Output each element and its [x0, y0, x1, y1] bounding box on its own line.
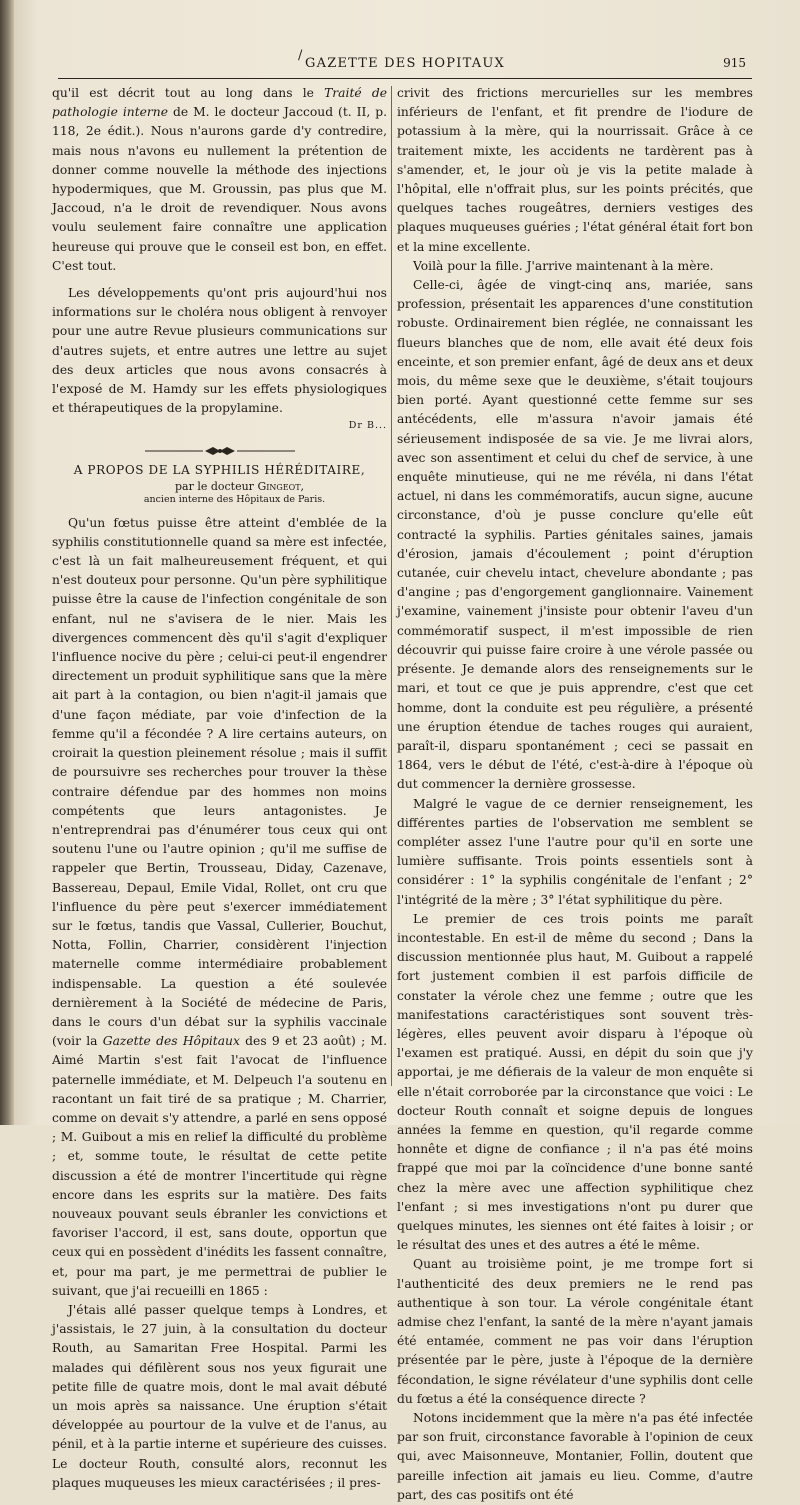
ornament-rule-icon — [145, 445, 295, 457]
page-number: 915 — [723, 56, 746, 70]
author-title: ancien interne des Hôpitaux de Paris. — [143, 493, 326, 505]
right-column — [397, 84, 753, 1502]
paragraph: Notons incidemment que la mère n'a pas été infectée par son fruit, circonstance favorable à l'opinion de ceux qui, avec Maisonneuve, Montanier, Follin, doutent que pareille infection ait jamais eu lieu. Comme, d'autre part, des cas positifs ont été — [397, 1411, 753, 1502]
paragraph: Celle-ci, âgée de vingt-cinq ans, mariée, sans profession, présentait les apparences d'une constitution robuste. Ordinairement bien réglée, ne connaissant les flueurs blanches que de nom, elle avait été deux fois enceinte, et son premier enfant, âgé de deux ans et deux mois, du même sexe que le deuxième, s'était toujours bien porté. Ayant questionné cette femme sur ses antécédents, elle m'assura n'avoir jamais été sérieusement indisposée de sa vie. Je me livrai alors, avec son assentiment et celui du chef de service, à une enquête minutieuse, qui ne me révéla, ni dans l'état actuel, ni dans les commémoratifs, aucun signe, aucune circonstance, d'où je pusse conclure qu'elle eût contracté la syphilis. Parties génitales saines, jamais d'érosion, jamais d'écoulement ; point d'éruption cutanée, cuir chevelu intact, chevelure abondante ; pas d'angine ; pas d'engorgement ganglionnaire. Vainement j'examine, vainement j'insiste pour obtenir l'aveu d'un commémoratif suspect, il m'est impossible de rien découvrir qui puisse faire croire à une vérole passée ou présente. Je demande alors des renseignements sur le mari, et tout ce que je puis apprendre, c'est que cet homme, dont la conduite est peu régulière, a présenté une éruption étendue de taches rouges qui auraient, paraît-il, disparu spontanément ; ceci se passait en 1864, vers le début de l'été, c'est-à-dire à l'époque où dut commencer la dernière grossesse. — [397, 278, 753, 792]
signature: Dr B... — [348, 420, 387, 432]
paragraph: Les développements qu'ont pris aujourd'hui nos informations sur le choléra nous obligent à renvoyer pour une autre Revue plusieurs communications sur d'autres sujets, et entre autres une lettre au sujet des deux articles que nous avons consacrés à l'exposé de M. Hamdy sur les effets physiologiques et thérapeutiques de la propylamine. — [52, 286, 387, 416]
binding-gutter — [0, 0, 14, 1125]
paragraph: crivit des frictions mercurielles sur les membres inférieurs de l'enfant, et fit prendre de l'iodure de potassium à la mère, qui la nourrissait. Grâce à ce traitement mixte, les accidents ne tardèrent pas à s'amender, et, le jour où je vis la petite malade à l'hôpital, elle n'offrait plus, sur les points précités, que quelques taches rougeâtres, derniers vestiges des plaques muqueuses guéries ; l'état général était fort bon et la mine excellente. — [397, 86, 753, 254]
page-header — [58, 48, 752, 79]
column-divider — [391, 86, 392, 1086]
header-mark: / — [298, 48, 303, 63]
byline: par le docteur Gingeot, — [174, 479, 305, 493]
journal-title: Gazette des Hôpitaux — [102, 1034, 240, 1049]
paragraph: J'étais allé passer quelque temps à Londres, et j'assistais, le 27 juin, à la consultation du docteur Routh, au Samaritan Free Hospital. Parmi les malades qui défilèrent sous nos yeux figurait une petite fille de quatre mois, dont le mal avait débuté un mois après sa naissance. Une éruption s'était développée au pourtour de la vulve et de l'anus, au pénil, et à la partie interne et supérieure des cuisses. Le docteur Routh, consulté alors, reconnut les plaques muqueuses les mieux caractérisées ; il pres- — [52, 1302, 387, 1490]
author-name: Gingeot, — [257, 479, 305, 493]
book-title: Traité de pathologie interne — [52, 86, 387, 120]
left-column — [52, 84, 387, 1490]
article-title: A PROPOS DE LA SYPHILIS HÉRÉDITAIRE, — [73, 462, 366, 477]
running-title: GAZETTE DES HOPITAUX — [305, 56, 505, 71]
paragraph: Malgré le vague de ce dernier renseignement, les différentes parties de l'observation me semblent se compléter assez l'une l'autre pour qu'il en sorte une lumière suffisante. Trois points essentiels sont à considérer : 1° la syphilis congénitale de l'enfant ; 2° l'intégrité de la mère ; 3° l'état syphilitique du père. — [397, 796, 753, 907]
section-ornament — [52, 444, 387, 456]
paragraph: Quant au troisième point, je me trompe fort si l'authenticité des deux premiers ne le rend pas authentique à son tour. La vérole congénitale étant admise chez l'enfant, la santé de la mère n'ayant jamais été entamée, comment ne pas voir dans l'éruption présentée par le père, juste à l'époque de la dernière fécondation, le signe révélateur d'une syphilis dont celle du fœtus a été la conséquence directe ? — [397, 1257, 753, 1406]
paragraph: qu'il est décrit tout au long dans le Traité de pathologie interne de M. le docteur Jaccoud (t. II, p. 118, 2e édit.). Nous n'aurons garde d'y contredire, mais nous n'avons eu nullement la prétention de donner comme nouvelle la méthode des injections hypodermiques, que M. Groussin, pas plus que M. Jaccoud, n'a le droit de revendiquer. Nous avons voulu seulement faire connaître une application heureuse qui prouve que le conseil est bon, en effet. C'est tout. — [52, 86, 387, 273]
paragraph: Voilà pour la fille. J'arrive maintenant à la mère. — [413, 258, 714, 273]
paragraph: Qu'un fœtus puisse être atteint d'emblée de la syphilis constitutionnelle quand sa mère est infectée, c'est là un fait malheureusement fréquent, et qui n'est douteux pour personne. Qu'un père syphilitique puisse être la cause de l'infection congénitale de son enfant, nul ne s'avisera de le nier. Mais les divergences commencent dès qu'il s'agit d'expliquer l'influence nocive du père ; celui-ci peut-il engendrer directement un produit syphilitique sans que la mère ait part à la contagion, ou bien n'agit-il jamais que d'une façon médiate, par voie d'infection de la femme qu'il a fécondée ? A lire certains auteurs, on croirait la question pleinement résolue ; mais il suffit de poursuivre ses recherches pour trouver la thèse contraire défendue par des hommes non moins compétents que leurs antagonistes. Je n'entreprendrai pas d'énumérer tous ceux qui ont soutenu l'une ou l'autre opinion ; qu'il me suffise de rappeler que Bertin, Trousseau, Diday, Cazenave, Bassereau, Depaul, Emile Vidal, Rollet, ont cru que l'influence du père peut s'exercer immédiatement sur le fœtus, tandis que Vassal, Cullerier, Bouchut, Notta, Follin, Charrier, considèrent l'injection maternelle comme intermédiaire probablement indispensable. La question a été soulevée dernièrement à la Société de médecine de Paris, dans le cours d'un débat sur la syphilis vaccinale (voir la Gazette des Hôpitaux des 9 et 23 août) ; M. Aimé Martin s'est fait l'avocat de l'influence paternelle immédiate, et M. Delpeuch l'a soutenu en racontant un fait tiré de sa pratique ; M. Charrier, comme on devait s'y attendre, a parlé en sens opposé ; M. Guibout a mis en relief la difficulté du problème ; et, somme toute, le résultat de cette petite discussion a été de montrer l'incertitude qui règne encore dans les esprits sur la matière. Des faits nouveaux pouvant seuls ébranler les convictions et favoriser l'accord, il est, sans doute, opportun que ceux qui en possèdent d'inédits les fassent connaître, et, pour ma part, je me permettrai de publier le suivant, que j'ai recueilli en 1865 : — [52, 515, 387, 1298]
paragraph: Le premier de ces trois points me paraît incontestable. En est-il de même du second ; Dans la discussion mentionnée plus haut, M. Guibout a rappelé fort justement combien il est parfois difficile de constater la vérole chez une femme ; outre que les manifestations caractéristiques sont souvent très-légères, elles peuvent avoir disparu à l'époque où l'examen est pratiqué. Aussi, en dépit du soin que j'y apportai, je me défierais de la valeur de mon enquête si elle n'était corroborée par la circonstance que voici : Le docteur Routh connaît et soigne depuis de longues années la femme en question, qu'il regarde comme honnête et digne de confiance ; il n'a pas été moins frappé que moi par la coïncidence d'une bonne santé chez la mère avec une affection syphilitique chez l'enfant ; si mes investigations n'ont pu durer que quelques minutes, les siennes ont été faites à loisir ; or le résultat des unes et des autres a été le même. — [397, 911, 753, 1253]
